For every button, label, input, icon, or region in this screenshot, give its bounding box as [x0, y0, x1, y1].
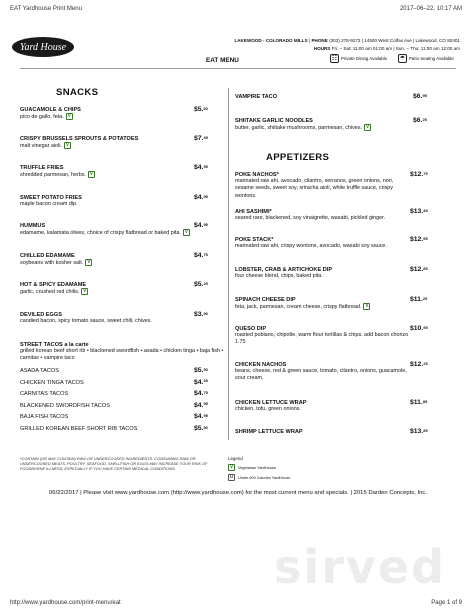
- price-cents: 95: [423, 235, 428, 241]
- location-line: LAKEWOOD - COLORADO MILLS | PHONE (303) 278-9273 | 14500 West Colfax Ave | Lakewood, CO 80401: [234, 38, 460, 43]
- price-cents: 90: [203, 310, 208, 316]
- item-desc: butter, garlic, shiitake mushrooms, parmesan, chives. V: [235, 124, 370, 131]
- appetizers-heading: APPETIZERS: [266, 152, 330, 163]
- patio-umbrella-icon: ☂: [399, 56, 406, 62]
- price-cents: 75: [203, 251, 208, 257]
- print-datetime: 2017–06–22, 10:17 AM: [399, 6, 462, 12]
- price-cents: 95: [203, 412, 208, 418]
- menu-item: [20, 223, 190, 237]
- price-cents: 25: [422, 116, 427, 122]
- price-cents: 25: [203, 280, 208, 286]
- taco-item: CHICKEN TINGA TACOS: [20, 379, 84, 386]
- item-price: $4.75: [194, 389, 208, 398]
- price-cents: 25: [423, 360, 428, 366]
- vegetarian-icon: V: [365, 124, 370, 130]
- price-cents: 50: [203, 366, 208, 372]
- menu-item: [235, 297, 410, 311]
- price-cents: 95: [422, 92, 427, 98]
- footer-note[interactable]: 06/22/2017 | Please visit www.yardhouse.com (http://www.yardhouse.com) for the most current menu and specials. | 2015 Darden Concepts, Inc.: [49, 490, 427, 496]
- taco-item: ASADA TACOS: [20, 368, 59, 374]
- menu-item: [20, 195, 190, 208]
- item-price: $5.60: [194, 105, 208, 113]
- item-desc: edamame, kalamata olives, choice of crispy flatbread or baked pita. V: [20, 229, 189, 236]
- item-price: $10.95: [410, 324, 428, 332]
- item-desc: feta, jack, parmesan, cream cheese, crispy flatbread. V: [235, 303, 369, 310]
- item-price: $6.95: [413, 92, 427, 100]
- item-desc: shredded parmesan, herbs. V: [20, 171, 94, 178]
- price-cents: 60: [203, 105, 208, 111]
- item-desc: four cheese blend, chips, baked pita.: [235, 273, 323, 279]
- vegetarian-icon: V: [229, 464, 234, 470]
- item-name: CHILLED EDAMAME: [20, 253, 75, 259]
- item-price: $13.85: [410, 427, 428, 435]
- item-desc: soybeans with kosher salt. V: [20, 259, 91, 266]
- item-price: $5.50: [194, 424, 208, 432]
- menu-item: [20, 107, 190, 121]
- item-name: LOBSTER, CRAB & ARTICHOKE DIP: [235, 267, 333, 273]
- price-cents: 25: [203, 378, 208, 384]
- item-price: $4.95: [194, 193, 208, 201]
- item-name: VAMPIRE TACO: [235, 94, 278, 100]
- item-price: $4.95: [194, 412, 208, 421]
- logo-text: Yard House: [19, 41, 67, 53]
- item-desc: roasted poblano, chipotle, warm flour tortillas & chips. add bacon chorizo 1.75: [235, 332, 409, 346]
- item-name: CHICKEN NACHOS: [235, 362, 287, 368]
- item-name: SHIITAKE GARLIC NOODLES: [235, 118, 313, 124]
- menu-item: [235, 94, 405, 100]
- under-600-calories-icon: U: [229, 474, 234, 480]
- price-cents: 85: [422, 398, 428, 404]
- menu-item: [235, 362, 410, 383]
- menu-item: [235, 400, 410, 413]
- price-cents: 95: [203, 401, 208, 407]
- taco-item: BAJA FISH TACOS: [20, 414, 69, 421]
- item-price: $4.95: [194, 221, 208, 229]
- item-price: $13.45: [410, 207, 428, 215]
- print-url[interactable]: http://www.yardhouse.com/print-menu/eat: [10, 600, 121, 606]
- dining-table-icon: ☷: [331, 56, 338, 62]
- patio-feature: ☂ Patio Seating Available: [399, 56, 454, 62]
- menu-item: [20, 165, 190, 179]
- item-name: GUACAMOLE & CHIPS: [20, 107, 81, 113]
- vegetarian-icon: V: [184, 229, 189, 235]
- price-cents: 95: [203, 221, 208, 227]
- item-price: $4.25: [194, 378, 208, 386]
- private-dining-feature: ☷ Private Dining Available: [331, 56, 388, 62]
- menu-item: [235, 267, 410, 280]
- item-name: QUESO DIP: [235, 326, 267, 332]
- print-page-number: Page 1 of 9: [431, 600, 462, 606]
- menu-item: [20, 282, 190, 296]
- menu-item: [235, 326, 410, 347]
- price-cents: 85: [423, 427, 428, 433]
- legend-vegetarian: V Vegetarian YardHouse: [229, 464, 276, 470]
- item-price: $3.90: [194, 310, 208, 318]
- price-cents: 95: [203, 193, 208, 199]
- item-name: CHICKEN LETTUCE WRAP: [235, 400, 307, 406]
- item-price: $12.85: [410, 265, 428, 273]
- item-desc: marinated raw ahi, avocado, cilantro, serranos, green onions, nori, sesame seeds, sweet soy, sriracha aioli, white truffle sauce, crispy wontons.: [235, 178, 394, 199]
- price-cents: 50: [203, 424, 208, 430]
- vegetarian-icon: V: [83, 288, 87, 294]
- item-name: POKE NACHOS*: [235, 172, 279, 178]
- item-name: POKE STACK*: [235, 237, 274, 243]
- taco-item: BLACKENED SWORDFISH TACOS: [20, 402, 110, 409]
- vegetarian-icon: V: [87, 259, 91, 265]
- item-name: SWEET POTATO FRIES: [20, 195, 82, 201]
- menu-item: [20, 253, 190, 267]
- sirved-watermark: sirved: [274, 540, 446, 594]
- item-price: $5.25: [194, 280, 208, 288]
- item-name: AHI SASHIMI*: [235, 209, 272, 215]
- legend-title: Legend: [228, 456, 243, 461]
- item-price: $12.95: [410, 235, 428, 243]
- raw-food-disclaimer: *CONTAIN (OR MAY CONTAIN) RAW OR UNDERCOOKED INGREDIENTS. CONSUMING RAW OR UNDERCOOKED MEATS, POULTRY, SEAFOOD, SHELLFISH OR EGGS MAY INCREASE YOUR RISK OF FOODBORNE ILLNESS, ESPECIALLY IF YOU HAVE CERTAIN MEDICAL CONDITIONS.: [20, 456, 208, 471]
- street-tacos-title: STREET TACOS a la carte: [20, 342, 89, 348]
- item-price: $6.25: [413, 116, 427, 124]
- taco-item: GRILLED KOREAN BEEF SHORT RIB TACOS: [20, 426, 138, 432]
- item-price: $4.95: [194, 163, 208, 171]
- item-desc: maple bacon cream dip.: [20, 201, 78, 207]
- item-desc: beans, cheese, red & green sauce, tomato, cilantro, onions, guacamole, sour cream.: [235, 368, 407, 382]
- item-desc: chicken, tofu, green onions.: [235, 406, 301, 412]
- item-name: HUMMUS: [20, 223, 46, 229]
- item-name: HOT & SPICY EDAMAME: [20, 282, 87, 288]
- snacks-heading: SNACKS: [56, 87, 99, 98]
- item-name: TRUFFLE FRIES: [20, 165, 64, 171]
- item-price: $4.95: [194, 401, 208, 409]
- vegetarian-icon: V: [365, 303, 369, 309]
- hours-line: HOURS Fri. – Sat: 11:00 am 01:00 am | Sun. – Thu: 11:00 am 12:00 am: [313, 46, 460, 51]
- item-name: DEVILED EGGS: [20, 312, 62, 318]
- menu-item: [20, 312, 190, 325]
- street-tacos-block: [20, 342, 225, 363]
- price-cents: 45: [203, 134, 208, 140]
- item-price: $11.25: [410, 295, 428, 303]
- item-desc: seared rare, blackened, soy vinaigrette, wasabi, pickled ginger.: [235, 215, 386, 221]
- taco-item: CARNITAS TACOS: [20, 391, 69, 398]
- header-divider: [20, 68, 456, 69]
- legend: [228, 456, 290, 481]
- item-desc: malt vinegar aioli. V: [20, 142, 70, 149]
- vegetarian-icon: V: [65, 142, 70, 148]
- item-name: SHRIMP LETTUCE WRAP: [235, 429, 303, 435]
- item-desc: candied bacon, spicy tomato sauce, sweet chili, chives.: [20, 318, 152, 324]
- print-title: EAT Yardhouse Print Menu: [10, 6, 82, 12]
- menu-item: [235, 209, 410, 222]
- price-cents: 75: [203, 389, 208, 395]
- item-price: $4.75: [194, 251, 208, 259]
- menu-item: [235, 172, 410, 200]
- item-price: $12.25: [410, 360, 428, 368]
- vegetarian-icon: V: [67, 113, 71, 119]
- price-cents: 45: [423, 207, 428, 213]
- menu-item: [235, 118, 405, 132]
- legend-under-600: U Under 600 Calories YardHouse: [229, 474, 291, 480]
- column-divider: [228, 88, 229, 440]
- item-desc: garlic, crushed red chilis. V: [20, 288, 87, 295]
- item-price: $12.75: [410, 170, 428, 178]
- item-name: CRISPY BRUSSELS SPROUTS & POTATOES: [20, 136, 139, 142]
- price-cents: 95: [203, 163, 208, 169]
- price-cents: 25: [422, 295, 428, 301]
- item-price: $7.45: [194, 134, 208, 142]
- street-tacos-desc: grilled korean beef short rib • blackened swordfish • asada • chicken tinga • baja fish • carnitas • vampire taco: [20, 348, 224, 362]
- item-desc: marinated raw ahi, crispy wontons, avocado, wasabi soy sauce.: [235, 243, 387, 249]
- page-title: EAT MENU: [206, 57, 239, 64]
- item-desc: pico de gallo, feta. V: [20, 113, 71, 120]
- menu-item: [20, 136, 190, 150]
- item-price: $5.50: [194, 366, 208, 374]
- item-name: SPINACH CHEESE DIP: [235, 297, 296, 303]
- menu-item: [235, 237, 410, 250]
- item-price: $11.85: [410, 398, 428, 406]
- price-cents: 75: [423, 170, 428, 176]
- price-cents: 95: [423, 324, 428, 330]
- menu-item: [235, 429, 410, 435]
- vegetarian-icon: V: [89, 171, 94, 177]
- yard-house-logo[interactable]: [12, 37, 74, 57]
- price-cents: 85: [423, 265, 428, 271]
